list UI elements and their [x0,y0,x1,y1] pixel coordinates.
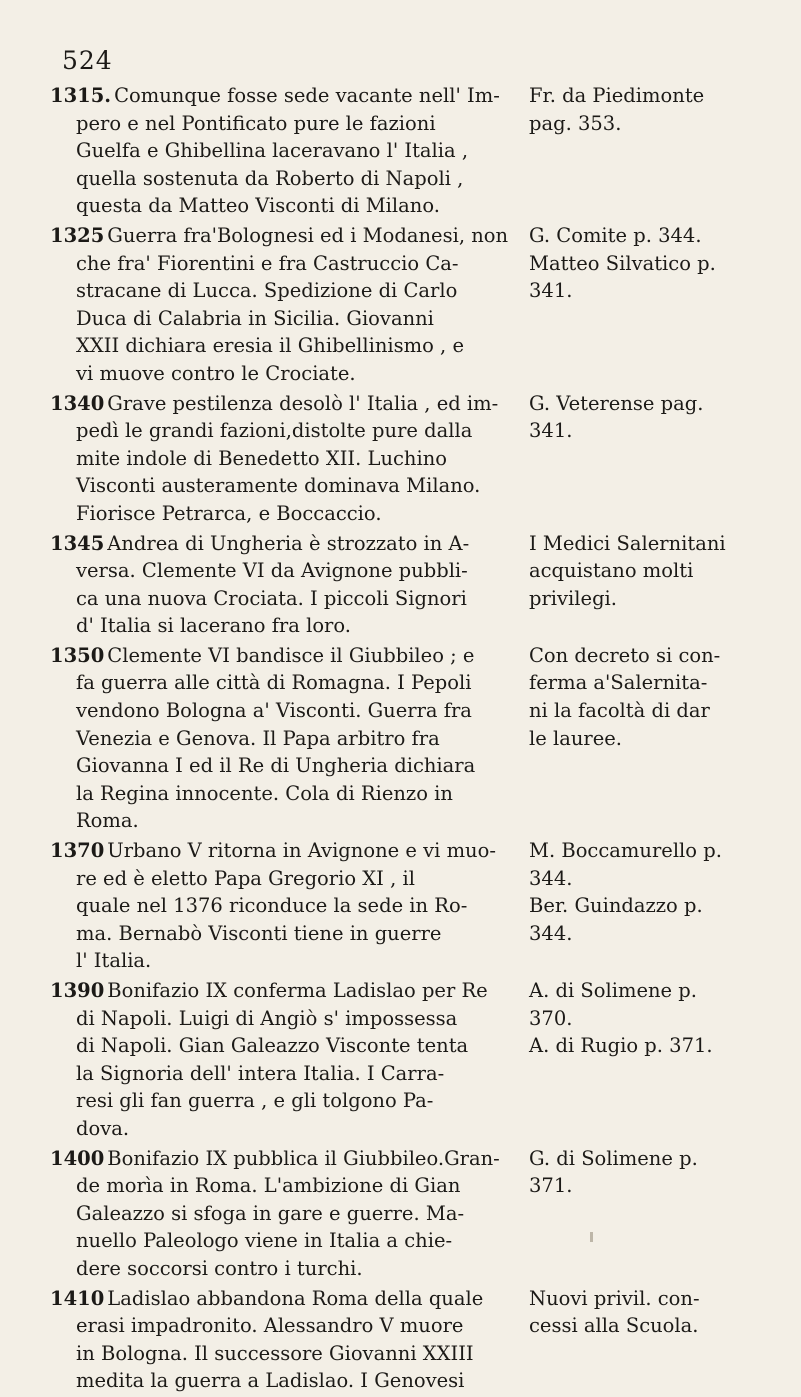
salerno-note: ferma a'Salernita- [529,671,708,695]
event-text-line: Bonifazio IX conferma Ladislao per Re [107,979,488,1002]
entry-line [0,360,801,388]
event-text-line: quella sostenuta da Roberto di Napoli , [76,166,464,190]
event-text [0,472,525,500]
event-text [0,697,525,725]
event-text [0,445,525,473]
event-text [0,417,525,445]
event-text [0,585,525,613]
page-number: 524 [62,46,113,75]
event-text-line: stracane di Lucca. Spedizione di Carlo [76,279,458,303]
entry-line [0,445,801,473]
chronology-entry [0,390,801,528]
event-text [0,1340,525,1368]
entry-year: 1410 [50,1286,105,1310]
salerno-note: 344. [529,866,573,890]
entry-line [0,807,801,835]
event-text-line: Duca di Calabria in Sicilia. Giovanni [76,306,434,330]
chronology-table [0,82,801,1397]
salerno-note: pag. 353. [529,111,622,135]
event-text [0,1255,525,1283]
event-text-line: dere soccorsi contro i turchi. [76,1256,363,1280]
entry-year: 1390 [50,979,105,1002]
event-text-line: pedì le grandi fazioni,distolte pure dalla [76,419,473,443]
entry-line [0,1172,801,1200]
salerno-note: Con decreto si con- [529,643,721,667]
entry-line [0,642,801,670]
event-text [0,277,525,305]
entry-line [0,1200,801,1228]
entry-line [0,530,801,558]
event-text [0,837,525,865]
chronology-entry [0,977,801,1143]
entry-year: 1400 [50,1146,105,1170]
event-text [0,1227,525,1255]
entry-line [0,277,801,305]
entry-line [0,892,801,920]
entry-line [0,725,801,753]
entry-line [0,837,801,865]
entry-line [0,1060,801,1088]
salerno-note: 344. [529,921,573,945]
event-text [0,1200,525,1228]
salerno-note: A. di Rugio p. 371. [529,1034,713,1058]
entry-line [0,1227,801,1255]
entry-line [0,947,801,975]
chronology-entry [0,837,801,975]
event-text [0,222,525,250]
entry-line [0,612,801,640]
entry-line [0,192,801,220]
entry-year: 1340 [50,391,105,415]
event-text [0,192,525,220]
event-text-line: fa guerra alle città di Romagna. I Pepoli [76,671,472,695]
entry-line [0,500,801,528]
entry-line [0,1285,801,1313]
salerno-note: G. di Solimene p. [529,1146,698,1170]
chronology-entry [0,642,801,835]
entry-line [0,1367,801,1395]
event-text-line: ca una nuova Crociata. I piccoli Signori [76,586,467,610]
entry-line [0,305,801,333]
entry-line [0,1255,801,1283]
event-text-line: Urbano V ritorna in Avignone e vi muo- [107,839,496,863]
chronology-entry [0,1285,801,1395]
event-text-line: medita la guerra a Ladislao. I Genovesi [76,1369,465,1393]
event-text-line: Guerra fra'Bolognesi ed i Modanesi, non [107,223,509,247]
event-text-line: Visconti austeramente dominava Milano. [76,474,481,498]
event-text [0,110,525,138]
event-text-line: la Regina innocente. Cola di Rienzo in [76,781,453,805]
chronology-entry [0,1145,801,1283]
event-text [0,1312,525,1340]
event-text-line: pero e nel Pontificato pure le fazioni [76,111,436,135]
salerno-note: Nuovi privil. con- [529,1286,700,1310]
entry-line [0,137,801,165]
salerno-note: Matteo Silvatico p. [529,251,716,275]
event-text [0,1032,525,1060]
entry-line [0,1115,801,1143]
event-text [0,1115,525,1143]
salerno-note: 371. [529,1174,573,1198]
event-text-line: quale nel 1376 riconduce la sede in Ro- [76,894,468,918]
event-text-line: vi muove contro le Crociate. [76,361,356,385]
salerno-note: privilegi. [529,586,617,610]
event-text [0,530,525,558]
event-text-line: Ladislao abbandona Roma della quale [107,1286,484,1310]
event-text-line: Grave pestilenza desolò l' Italia , ed im- [107,391,499,415]
event-text [0,332,525,360]
event-text [0,1367,525,1395]
entry-line [0,752,801,780]
salerno-note: I Medici Salernitani [529,531,726,555]
entry-line [0,1312,801,1340]
salerno-note: 370. [529,1006,573,1030]
event-text-line: di Napoli. Luigi di Angiò s' impossessa [76,1006,458,1030]
entry-line [0,669,801,697]
event-text [0,892,525,920]
event-text-line: d' Italia si lacerano fra loro. [76,614,351,638]
event-text [0,1172,525,1200]
event-text-line: vendono Bologna a' Visconti. Guerra fra [76,699,472,723]
event-text-line: l' Italia. [76,949,152,973]
event-text [0,165,525,193]
event-text [0,360,525,388]
event-text-line: Fiorisce Petrarca, e Boccaccio. [76,501,382,525]
event-text [0,865,525,893]
salerno-note: le lauree. [529,726,622,750]
chronology-entry [0,530,801,640]
event-text [0,780,525,808]
event-text-line: Galeazzo si sfoga in gare e guerre. Ma- [76,1201,465,1225]
page-mark [590,1232,593,1242]
entry-line [0,697,801,725]
entry-year: 1350 [50,643,105,667]
event-text [0,1285,525,1313]
event-text [0,82,525,110]
event-text-line: XXII dichiara eresia il Ghibellinismo , e [76,334,464,358]
event-text-line: questa da Matteo Visconti di Milano. [76,194,440,218]
salerno-note: ni la facoltà di dar [529,699,710,723]
event-text-line: ma. Bernabò Visconti tiene in guerre [76,921,442,945]
event-text [0,1060,525,1088]
entry-line [0,82,801,110]
salerno-note: acquistano molti [529,559,694,583]
event-text [0,642,525,670]
event-text-line: de morìa in Roma. L'ambizione di Gian [76,1174,461,1198]
entry-line [0,1145,801,1173]
entry-line [0,110,801,138]
entry-line [0,332,801,360]
entry-line [0,585,801,613]
event-text-line: Comunque fosse sede vacante nell' Im- [114,84,500,107]
event-text [0,250,525,278]
event-text [0,390,525,418]
event-text [0,1087,525,1115]
event-text [0,500,525,528]
event-text-line: Giovanna I ed il Re di Ungheria dichiara [76,754,476,778]
event-text-line: erasi impadronito. Alessandro V muore [76,1314,464,1338]
event-text-line: di Napoli. Gian Galeazzo Visconte tenta [76,1034,469,1058]
entry-line [0,780,801,808]
entry-line [0,222,801,250]
event-text [0,752,525,780]
entry-line [0,557,801,585]
event-text-line: Venezia e Genova. Il Papa arbitro fra [76,726,440,750]
entry-year: 1370 [50,839,105,863]
entry-line [0,250,801,278]
event-text [0,137,525,165]
entry-line [0,920,801,948]
chronology-entry [0,222,801,388]
event-text-line: dova. [76,1116,130,1140]
entry-line [0,865,801,893]
entry-year: 1345 [50,531,105,555]
event-text-line: Roma. [76,809,139,833]
event-text [0,920,525,948]
event-text [0,557,525,585]
event-text [0,612,525,640]
entry-line [0,1340,801,1368]
salerno-note: G. Comite p. 344. [529,223,702,247]
event-text [0,305,525,333]
entry-line [0,165,801,193]
event-text [0,725,525,753]
salerno-note: Ber. Guindazzo p. [529,894,703,918]
event-text-line: mite indole di Benedetto XII. Luchino [76,446,448,470]
event-text [0,669,525,697]
salerno-note: A. di Solimene p. [529,979,697,1002]
salerno-note: M. Boccamurello p. [529,839,722,863]
event-text [0,1145,525,1173]
event-text [0,947,525,975]
event-text-line: Clemente VI bandisce il Giubbileo ; e [107,643,475,667]
entry-year: 1325 [50,223,105,247]
event-text [0,977,525,1005]
entry-line [0,472,801,500]
entry-line [0,977,801,1005]
event-text-line: che fra' Fiorentini e fra Castruccio Ca- [76,251,459,275]
event-text-line: Guelfa e Ghibellina laceravano l' Italia , [76,139,469,163]
salerno-note: G. Veterense pag. [529,391,704,415]
event-text [0,807,525,835]
entry-year: 1315. [50,84,112,107]
event-text-line: nuello Paleologo viene in Italia a chie- [76,1229,453,1253]
event-text-line: re ed è eletto Papa Gregorio XI , il [76,866,415,890]
chronology-entry [0,82,801,220]
event-text-line: la Signoria dell' intera Italia. I Carra- [76,1061,445,1085]
salerno-note: cessi alla Scuola. [529,1314,699,1338]
entry-line [0,1005,801,1033]
salerno-note: 341. [529,419,573,443]
entry-line [0,1032,801,1060]
salerno-note: Fr. da Piedimonte [529,84,705,107]
event-text [0,1005,525,1033]
event-text-line: Bonifazio IX pubblica il Giubbileo.Gran- [107,1146,500,1170]
event-text-line: resi gli fan guerra , e gli tolgono Pa- [76,1089,434,1113]
event-text-line: Andrea di Ungheria è strozzato in A- [107,531,470,555]
entry-line [0,1087,801,1115]
salerno-note: 341. [529,279,573,303]
entry-line [0,390,801,418]
event-text-line: in Bologna. Il successore Giovanni XXIII [76,1341,474,1365]
event-text-line: versa. Clemente VI da Avignone pubbli- [76,559,468,583]
entry-line [0,417,801,445]
